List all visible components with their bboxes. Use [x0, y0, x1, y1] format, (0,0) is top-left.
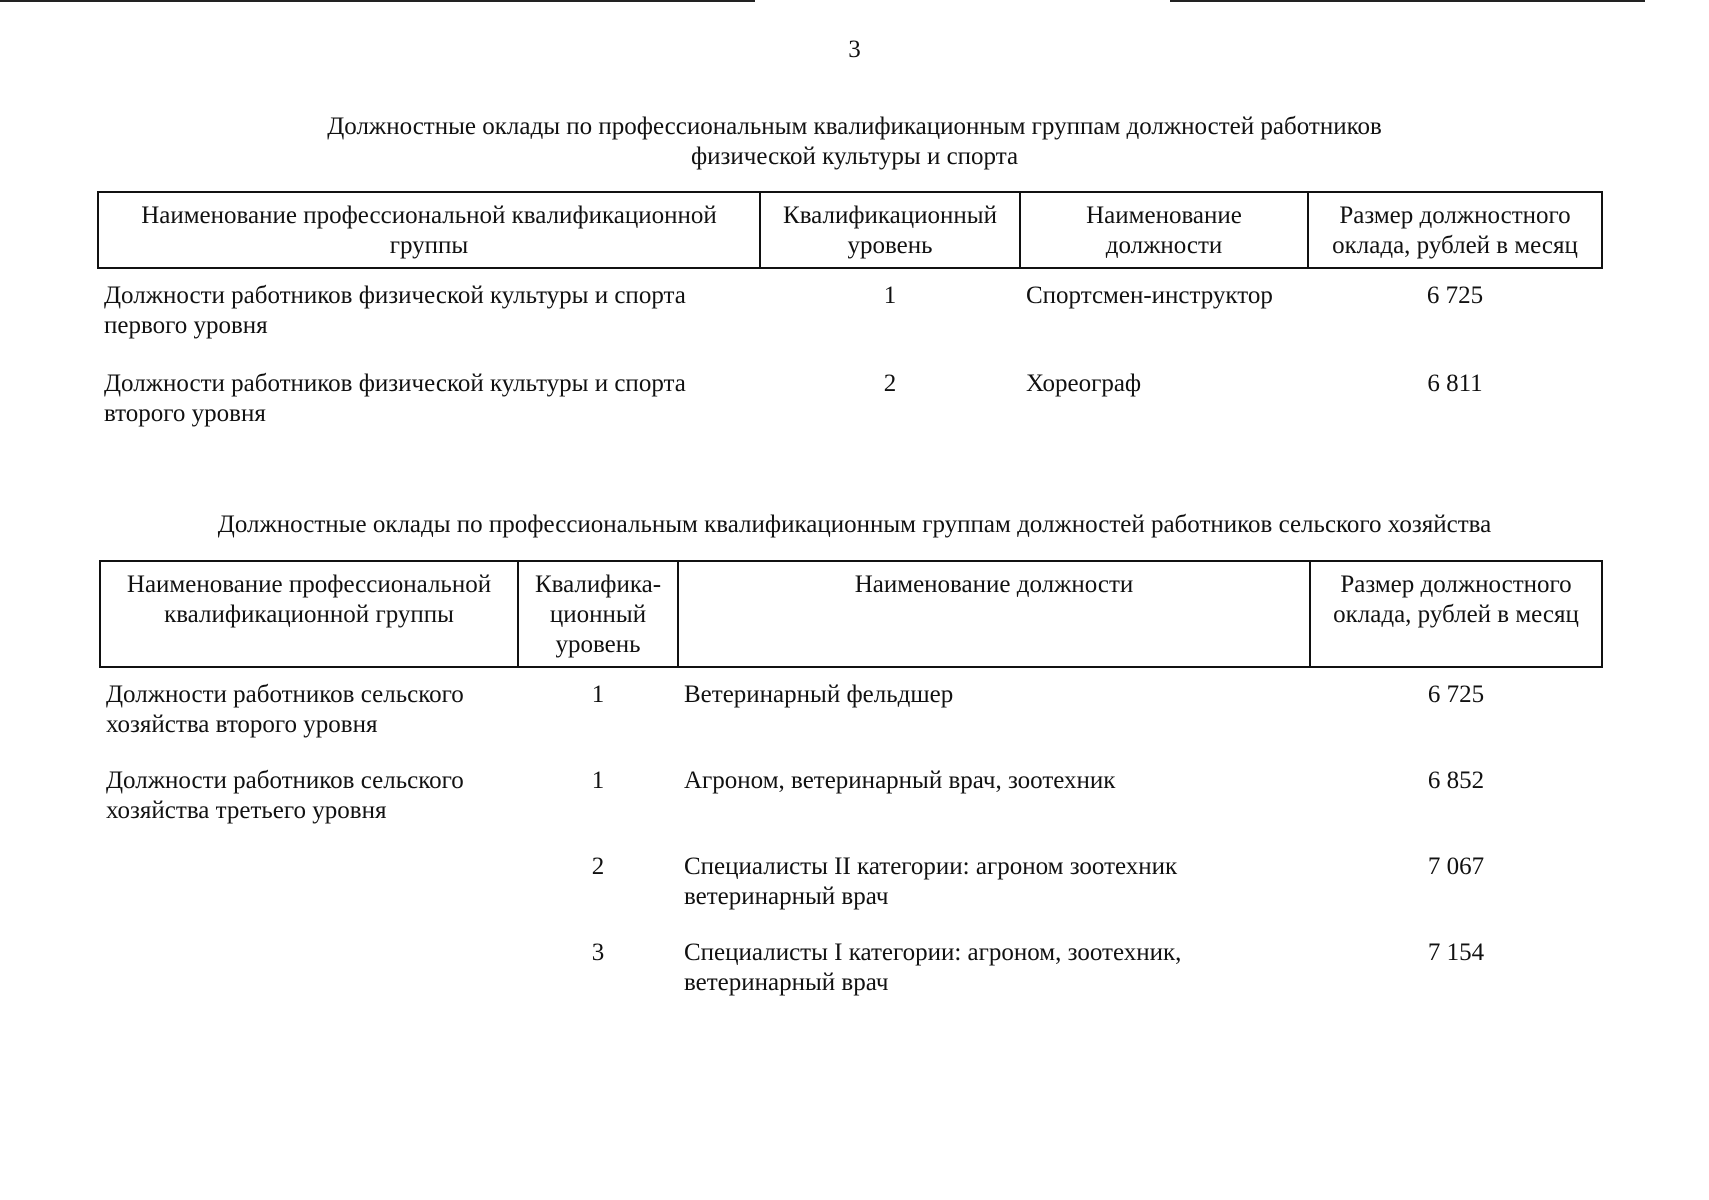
- cell-level: 2: [883, 370, 897, 397]
- section2-title: Должностные оклады по профессиональным квалификационным группам должностей работников сельского хозяйства: [217, 511, 1492, 538]
- table-header-row: [100, 561, 1602, 667]
- cell-level: 2: [591, 853, 605, 880]
- table-row: [98, 268, 1602, 357]
- cell-position: Хореограф: [1026, 370, 1142, 397]
- table-row: [100, 754, 1602, 840]
- cell-salary: 6 852: [1427, 767, 1485, 794]
- cell-salary: 7 154: [1427, 939, 1485, 966]
- table-row: [100, 926, 1602, 1012]
- header-salary: Размер должностного оклада, рублей в месяц: [1310, 561, 1602, 667]
- cell-group: Должности работников сельского хозяйства третьего уровня: [106, 767, 464, 824]
- scan-edge-line-right: [1170, 0, 1645, 2]
- cell-position: Специалисты I категории: агроном, зоотехник, ветеринарный врач: [684, 939, 1182, 996]
- table-row: [100, 667, 1602, 754]
- cell-level: 1: [883, 282, 897, 309]
- cell-group: Должности работников физической культуры и спорта второго уровня: [104, 370, 686, 427]
- section1-title-line1: Должностные оклады по профессиональным квалификационным группам должностей работников: [327, 113, 1382, 140]
- scan-edge-line-left: [0, 0, 755, 2]
- cell-position: Ветеринарный фельдшер: [684, 681, 954, 708]
- table-header-row: [98, 192, 1602, 268]
- table-row: [100, 840, 1602, 926]
- cell-salary: 6 725: [1426, 282, 1484, 309]
- cell-group: Должности работников физической культуры и спорта первого уровня: [104, 282, 686, 339]
- cell-position: Спортсмен-инструктор: [1026, 282, 1273, 309]
- cell-position: Агроном, ветеринарный врач, зоотехник: [684, 767, 1116, 794]
- cell-level: 1: [591, 681, 605, 708]
- cell-salary: 6 725: [1427, 681, 1485, 708]
- header-salary: Размер должностного оклада, рублей в месяц: [1308, 192, 1602, 268]
- header-position-name: Наименование должности: [678, 561, 1310, 667]
- table-row: [98, 357, 1602, 445]
- cell-salary: 6 811: [1427, 370, 1483, 397]
- section1-title-line2: физической культуры и спорта: [690, 143, 1019, 170]
- agriculture-salary-table: [99, 560, 1603, 1012]
- cell-position: Специалисты II категории: агроном зоотехник ветеринарный врач: [684, 853, 1178, 910]
- header-group-name: Наименование профессиональной квалификационной группы: [100, 561, 518, 667]
- cell-group: Должности работников сельского хозяйства второго уровня: [106, 681, 464, 738]
- cell-level: 1: [591, 767, 605, 794]
- cell-group: [100, 840, 518, 926]
- header-position-name: Наименование должности: [1020, 192, 1308, 268]
- header-group-name: Наименование профессиональной квалификационной группы: [98, 192, 760, 268]
- section1-title: [0, 112, 1709, 172]
- page-number: 3: [848, 36, 861, 63]
- header-qualification-level: Квалификационный уровень: [760, 192, 1020, 268]
- cell-group: [100, 926, 518, 1012]
- header-qualification-level: Квалифика-ционный уровень: [518, 561, 678, 667]
- sport-salary-table: [97, 191, 1603, 445]
- cell-salary: 7 067: [1427, 853, 1485, 880]
- cell-level: 3: [591, 939, 605, 966]
